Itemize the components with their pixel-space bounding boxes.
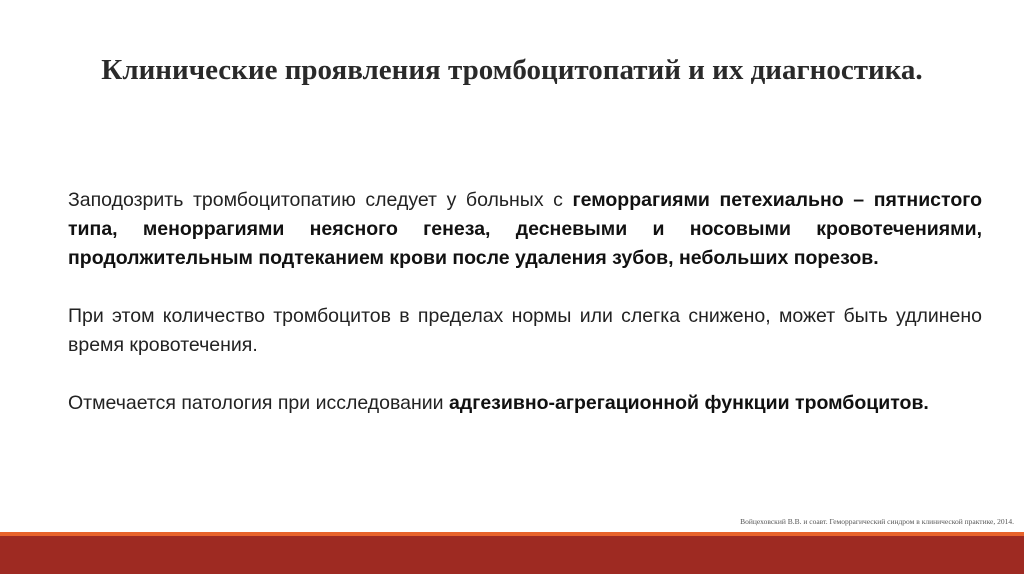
paragraph-pathology — [68, 389, 982, 418]
paragraph-platelet-count-text: При этом количество тромбоцитов в пределах нормы или слегка снижено, может быть удлинено время кровотечения. — [68, 305, 982, 356]
paragraph-spacer — [68, 360, 982, 389]
footer-bar — [0, 536, 1024, 574]
paragraph-suspicion — [68, 186, 982, 273]
paragraph-suspicion-text: Заподозрить тромбоцитопатию следует у больных с — [68, 189, 573, 211]
paragraph-spacer — [68, 273, 982, 302]
paragraph-platelet-count — [68, 302, 982, 360]
paragraph-pathology-bold: адгезивно-агрегационной функции тромбоцитов. — [448, 392, 929, 414]
paragraph-suspicion-bold: геморрагиями петехиально – пятнистого типа, меноррагиями неясного генеза, десневыми и носовыми кровотечениями, продолжительным подтеканием крови после удаления зубов, небольших порезов. — [68, 189, 983, 269]
slide-title: Клинические проявления тромбоцитопатий и их диагностика. — [101, 54, 923, 86]
paragraph-pathology-text: Отмечается патология при исследовании — [68, 392, 449, 414]
source-citation: Войцеховский В.В. и соавт. Геморрагический синдром в клинической практике, 2014. — [740, 517, 1014, 526]
slide-body — [68, 186, 982, 418]
